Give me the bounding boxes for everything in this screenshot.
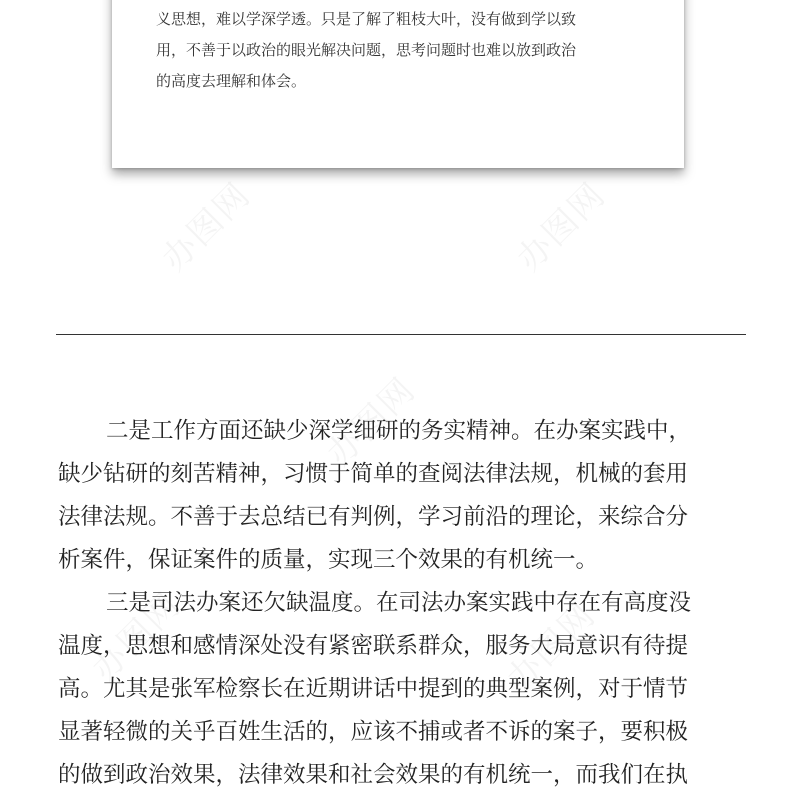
body-paragraphs [58,410,748,797]
body-line: 二是工作方面还缺少深学细研的务实精神。在办案实践中， [106,418,692,444]
card-line: 用，不善于以政治的眼光解决问题，思考问题时也难以放到政治 [156,41,577,59]
quote-card [112,0,684,168]
body-line: 法律法规。不善于去总结已有判例，学习前沿的理论，来综合分 [58,504,689,530]
body-line: 析案件，保证案件的质量，实现三个效果的有机统一。 [58,547,599,573]
body-line: 显著轻微的关乎百姓生活的，应该不捕或者不诉的案子，要积极 [58,719,689,745]
body-line: 缺少钻研的刻苦精神，习惯于简单的查阅法律法规，机械的套用 [58,461,689,487]
card-line: 的高度去理解和体会。 [156,72,307,90]
watermark [503,169,614,280]
section-divider [56,334,746,335]
card-line: 义思想，难以学深学透。只是了解了粗枝大叶，没有做到学以致 [156,10,577,28]
body-line: 的做到政治效果，法律效果和社会效果的有机统一，而我们在执 [58,762,689,788]
body-line: 三是司法办案还欠缺温度。在司法办案实践中存在有高度没 [106,590,692,616]
body-line: 高。尤其是张军检察长在近期讲话中提到的典型案例，对于情节 [58,676,689,702]
body-line: 温度，思想和感情深处没有紧密联系群众，服务大局意识有待提 [58,633,689,659]
card-paragraph [156,4,656,97]
watermark [148,169,259,280]
